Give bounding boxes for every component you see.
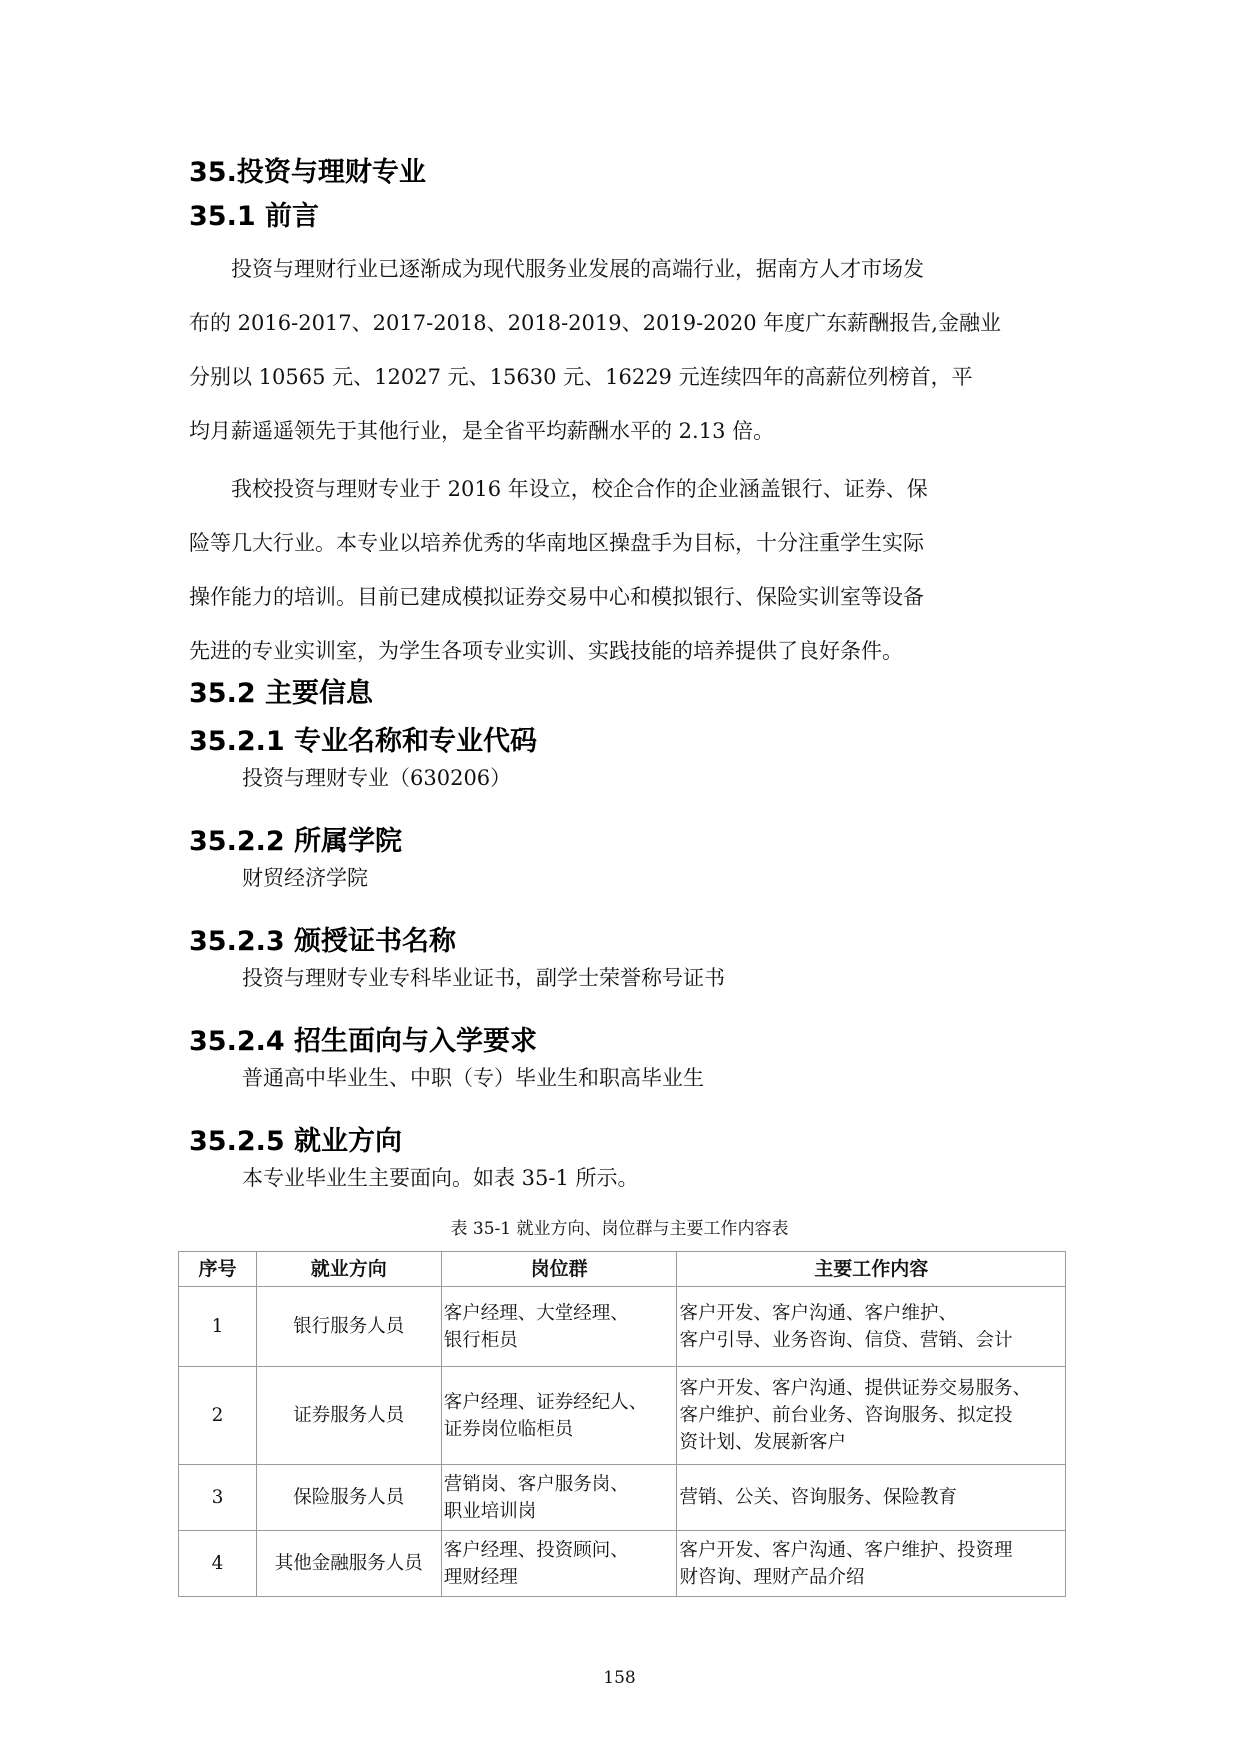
cell-line: 理财经理: [443, 1566, 518, 1588]
text-line: 先进的专业实训室，为学生各项专业实训、实践技能的培养提供了良好条件。: [189, 639, 903, 663]
table-row: [179, 1531, 1066, 1597]
table-header-row: [179, 1252, 1066, 1287]
subsection-heading-name-code: 35.2.1 专业名称和专业代码: [189, 726, 538, 757]
table-row: [179, 1367, 1066, 1465]
cell-line: 客户开发、客户沟通、客户维护、投资理: [679, 1539, 1013, 1561]
cell-direction: 银行服务人员: [256, 1287, 441, 1367]
cell-line: 客户经理、证券经纪人、: [443, 1391, 648, 1413]
cell-line: 客户经理、投资顾问、: [443, 1539, 629, 1561]
subsection-heading-admission: 35.2.4 招生面向与入学要求: [189, 1026, 538, 1057]
cell-line: 客户经理、大堂经理、: [443, 1302, 629, 1324]
cell-line: 营销、公关、咨询服务、保险教育: [679, 1487, 957, 1508]
cell-no: 3: [179, 1465, 257, 1531]
header-cell: 主要工作内容: [677, 1252, 1066, 1287]
text-line: 分别以 10565 元、12027 元、15630 元、16229 元连续四年的高薪位列榜首，平: [189, 365, 973, 389]
cell-posts: [441, 1465, 677, 1531]
admission-value: 普通高中毕业生、中职（专）毕业生和职高毕业生: [242, 1066, 704, 1090]
subsection-heading-employment: 35.2.5 就业方向: [189, 1126, 403, 1157]
cell-line: 客户开发、客户沟通、客户维护、: [679, 1302, 957, 1324]
cell-line: 银行柜员: [443, 1329, 518, 1351]
cell-no: 1: [179, 1287, 257, 1367]
employment-table: [178, 1251, 1066, 1597]
cell-line: 证券岗位临柜员: [443, 1418, 574, 1440]
cell-direction: 保险服务人员: [256, 1465, 441, 1531]
section-heading-main-info: 35.2 主要信息: [189, 678, 374, 709]
cell-line: 资计划、发展新客户: [679, 1432, 846, 1453]
text-line: 险等几大行业。本专业以培养优秀的华南地区操盘手为目标，十分注重学生实际: [189, 531, 924, 555]
table-row: [179, 1465, 1066, 1531]
cell-line: 客户维护、前台业务、咨询服务、拟定投: [679, 1405, 1013, 1426]
cell-line: 客户开发、客户沟通、提供证券交易服务、: [679, 1378, 1031, 1399]
cell-line: 营销岗、客户服务岗、: [443, 1473, 629, 1495]
subsection-heading-college: 35.2.2 所属学院: [189, 826, 403, 857]
cell-line: 客户引导、业务咨询、信贷、营销、会计: [679, 1329, 1013, 1351]
header-cell: 就业方向: [256, 1252, 441, 1287]
header-cell: 岗位群: [441, 1252, 677, 1287]
cell-content: [677, 1465, 1066, 1531]
preface-paragraph-1: [189, 242, 1049, 458]
cell-content: [677, 1367, 1066, 1465]
page-title: 35.投资与理财专业: [189, 157, 426, 188]
cell-posts: [441, 1531, 677, 1597]
cell-no: 4: [179, 1531, 257, 1597]
cell-content: [677, 1531, 1066, 1597]
cell-direction: 其他金融服务人员: [256, 1531, 441, 1597]
cell-direction: 证券服务人员: [256, 1367, 441, 1465]
subsection-heading-certificate: 35.2.3 颁授证书名称: [189, 926, 457, 957]
cell-posts: [441, 1367, 677, 1465]
major-name-code-value: 投资与理财专业（630206）: [242, 766, 512, 790]
preface-paragraph-2: [189, 462, 1049, 678]
text-line: 均月薪遥遥领先于其他行业，是全省平均薪酬水平的 2.13 倍。: [189, 419, 775, 443]
text-line: 我校投资与理财专业于 2016 年设立，校企合作的企业涵盖银行、证券、保: [231, 477, 928, 501]
table-caption: 表 35-1 就业方向、岗位群与主要工作内容表: [450, 1219, 789, 1239]
employment-value: 本专业毕业生主要面向。如表 35-1 所示。: [242, 1166, 639, 1190]
cell-line: 财咨询、理财产品介绍: [679, 1566, 865, 1588]
college-value: 财贸经济学院: [242, 866, 368, 890]
cell-content: [677, 1287, 1066, 1367]
section-heading-preface: 35.1 前言: [189, 201, 320, 232]
cell-posts: [441, 1287, 677, 1367]
cell-line: 职业培训岗: [443, 1500, 537, 1522]
text-line: 投资与理财行业已逐渐成为现代服务业发展的高端行业，据南方人才市场发: [231, 257, 924, 281]
cell-no: 2: [179, 1367, 257, 1465]
table-row: [179, 1287, 1066, 1367]
text-line: 操作能力的培训。目前已建成模拟证券交易中心和模拟银行、保险实训室等设备: [189, 585, 924, 609]
text-line: 布的 2016-2017、2017-2018、2018-2019、2019-2020 年度广东薪酬报告,金融业: [189, 311, 1001, 335]
header-cell: 序号: [179, 1252, 257, 1287]
certificate-value: 投资与理财专业专科毕业证书，副学士荣誉称号证书: [242, 966, 725, 990]
page-number: 158: [603, 1668, 636, 1688]
